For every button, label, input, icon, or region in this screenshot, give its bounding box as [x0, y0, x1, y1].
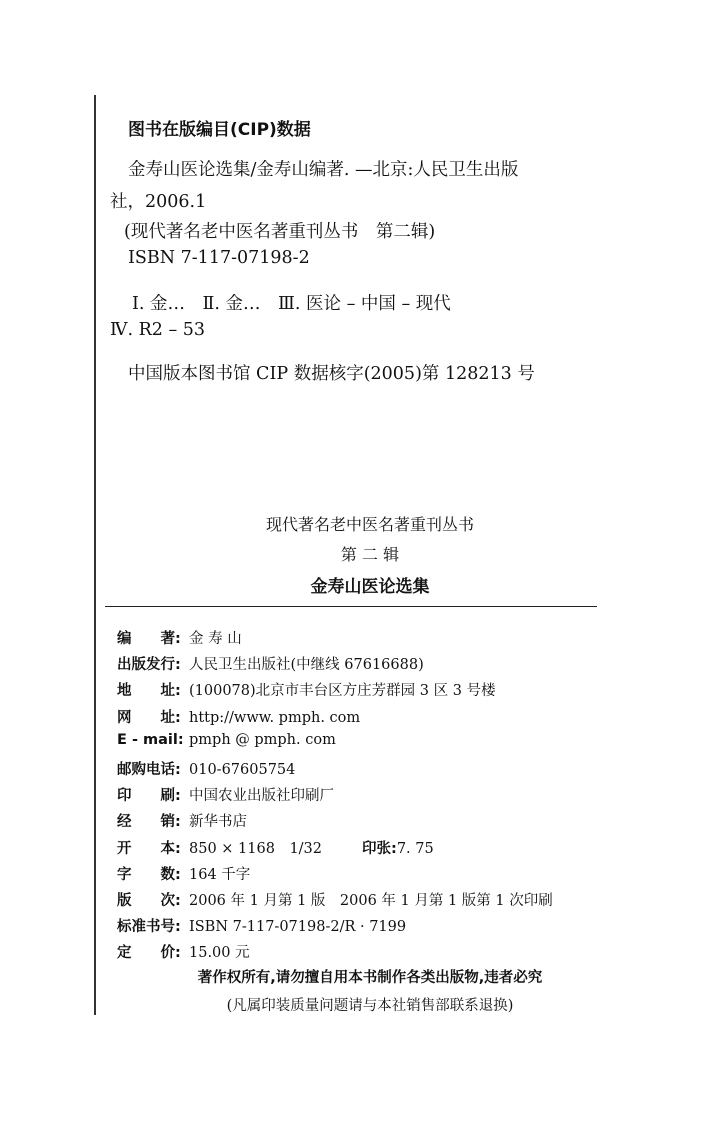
info-value: 850 × 1168 1/32: [189, 840, 323, 857]
info-value: pmph @ pmph. com: [189, 731, 336, 748]
info-label: 邮购电话:: [117, 762, 181, 778]
info-value: 新华书店: [189, 814, 247, 831]
info-row: [117, 889, 553, 910]
cip-line: 社，2006.1: [110, 192, 207, 212]
info-row: [117, 627, 242, 648]
info-label: 印 刷:: [117, 788, 181, 805]
info-value: (100078)北京市丰台区方庄芳群园 3 区 3 号楼: [189, 683, 496, 700]
info-row: [117, 863, 250, 884]
info-extra-value: 7. 75: [396, 840, 434, 857]
cip-line: 金寿山医论选集/金寿山编著. —北京:人民卫生出版: [128, 160, 519, 180]
info-row: [117, 810, 247, 831]
cip-classification: Ⅳ. R2 – 53: [110, 320, 206, 340]
cip-number: 中国版本图书馆 CIP 数据核字(2005)第 128213 号: [128, 364, 535, 384]
info-value: 金 寿 山: [189, 631, 242, 647]
cip-isbn: ISBN 7-117-07198-2: [128, 248, 310, 268]
info-row: [117, 679, 496, 700]
info-value: 中国农业出版社印刷厂: [189, 788, 334, 805]
info-row: [117, 732, 336, 748]
info-row: [117, 941, 250, 962]
info-value: 15.00 元: [189, 945, 250, 962]
info-row: [117, 653, 424, 674]
info-label: 网 址:: [117, 709, 181, 726]
info-extra-label: 印张:: [362, 840, 397, 857]
info-value: 164 千字: [189, 866, 251, 883]
info-value: 010-67605754: [189, 762, 296, 778]
cip-classification: Ⅰ. 金… Ⅱ. 金… Ⅲ. 医论 – 中国 – 现代: [132, 294, 451, 314]
info-row: [117, 837, 434, 858]
series-volume: 第 二 辑: [340, 545, 400, 564]
info-label: 编 著:: [117, 631, 181, 647]
series-name: 现代著名老中医名著重刊丛书: [265, 515, 474, 534]
info-label: 字 数:: [117, 866, 181, 883]
info-value: http://www. pmph. com: [189, 709, 361, 726]
info-row: [117, 706, 360, 727]
info-value: ISBN 7-117-07198-2/R · 7199: [189, 919, 407, 936]
info-row: [117, 784, 334, 805]
cip-title: 图书在版编目(CIP)数据: [128, 120, 311, 140]
info-label: 版 次:: [117, 893, 181, 909]
info-label: 开 本:: [117, 840, 181, 857]
info-value: 2006 年 1 月第 1 版 2006 年 1 月第 1 版第 1 次印刷: [189, 893, 553, 909]
info-label: 出版发行:: [117, 657, 181, 674]
info-label: 标准书号:: [117, 919, 181, 936]
info-row: [117, 758, 295, 779]
info-value: 人民卫生出版社(中继线 67616688): [189, 657, 424, 674]
cip-line: (现代著名老中医名著重刊丛书 第二辑): [124, 222, 436, 242]
divider: [105, 606, 597, 607]
info-label: 地 址:: [117, 683, 181, 700]
info-label: E - mail:: [117, 731, 184, 748]
info-row: [117, 915, 406, 936]
book-title: 金寿山医论选集: [310, 577, 430, 597]
info-label: 定 价:: [117, 945, 181, 962]
return-notice: (凡属印装质量问题请与本社销售部联系退换): [226, 998, 514, 1014]
info-label: 经 销:: [117, 814, 181, 831]
copyright-notice: 著作权所有,请勿擅自用本书制作各类出版物,违者必究: [197, 970, 543, 986]
